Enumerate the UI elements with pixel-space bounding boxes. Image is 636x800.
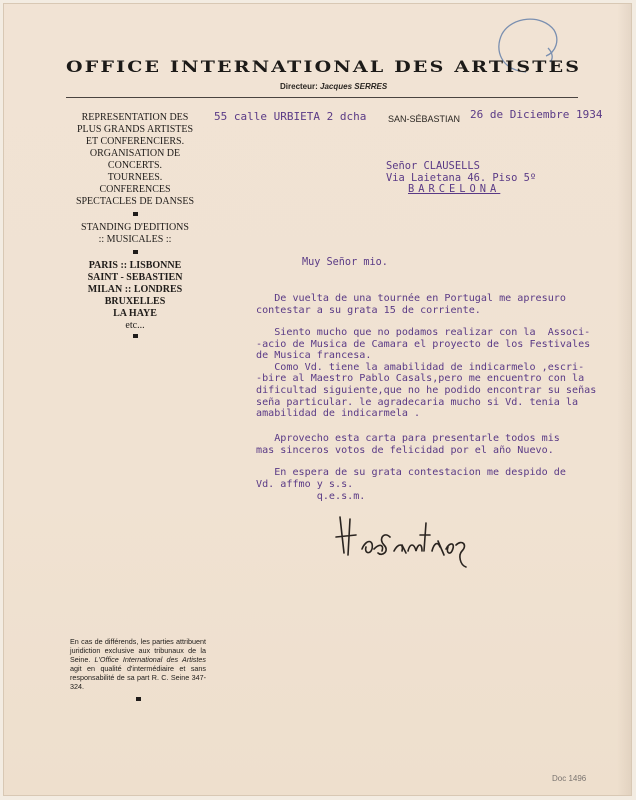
city-line: LA HAYE <box>113 308 157 319</box>
editions-line: :: MUSICALES :: <box>98 234 172 245</box>
footnote-office-name: L'Office International des Artistes <box>94 655 206 664</box>
service-line: CONFERENCES <box>99 184 171 195</box>
letter-greeting: Muy Señor mio. <box>302 257 388 268</box>
editions-block <box>62 222 208 246</box>
sender-address: 55 calle URBIETA 2 dcha <box>214 110 367 123</box>
editions-line: STANDING D'EDITIONS <box>81 222 189 233</box>
recipient-block <box>386 161 536 196</box>
letter-sheet <box>3 3 632 796</box>
service-line: ET CONFERENCIERS. <box>85 136 185 147</box>
letter-paragraph-1: De vuelta de una tournée en Portugal me apresuro contestar a su grata 15 de corriente. <box>256 293 566 316</box>
letter-paragraph-3: Aprovecho esta carta para presentarle todos mis mas sinceros votos de felicidad por el año Nuevo. <box>256 433 560 456</box>
city-line: MILAN :: LONDRES <box>87 284 183 295</box>
city-line: SAINT - SEBASTIEN <box>87 272 183 283</box>
letterhead-title: OFFICE INTERNATIONAL DES ARTISTES <box>66 58 582 77</box>
separator-square <box>133 212 138 216</box>
legal-footnote <box>70 637 206 701</box>
director-label: Directeur: <box>280 82 318 91</box>
service-line: CONCERTS. <box>107 160 163 171</box>
city-line: BRUXELLES <box>104 296 166 307</box>
recipient-street: Via Laietana 46. Piso 5º <box>386 171 537 184</box>
service-line: ORGANISATION DE <box>89 148 181 159</box>
separator-square <box>133 250 138 254</box>
separator-square <box>136 697 141 701</box>
cities-list <box>62 260 208 332</box>
footnote-responsibility: agit en qualité d'intermédiaire et sans responsabilité de sa part R. C. Seine 347-324. <box>70 664 206 691</box>
separator-square <box>133 334 138 338</box>
service-line: TOURNEES. <box>107 172 163 183</box>
services-list <box>62 112 208 208</box>
letter-paragraph-4: En espera de su grata contestacion me despido de Vd. affmo y s.s. <box>256 467 566 490</box>
city-line: PARIS :: LISBONNE <box>88 260 182 271</box>
recipient-city: BARCELONA <box>408 183 501 196</box>
letterhead-sidebar <box>62 112 208 344</box>
recipient-name: Señor CLAUSELLS <box>386 160 480 172</box>
archive-pencil-note: Doc 1496 <box>552 774 587 783</box>
city-etc: etc... <box>125 320 145 331</box>
letterhead-divider <box>66 97 578 98</box>
handwritten-signature <box>334 509 474 569</box>
letter-closing: q.e.s.m. <box>256 491 366 502</box>
service-line: REPRESENTATION DES <box>81 112 189 123</box>
director-name: Jacques SERRES <box>320 82 388 91</box>
service-line: SPECTACLES DE DANSES <box>75 196 195 207</box>
letterhead-director <box>280 82 387 91</box>
letter-date: 26 de Diciembre 1934 <box>470 108 603 121</box>
page-edge-shadow <box>617 4 631 795</box>
letter-paragraph-2: Siento mucho que no podamos realizar con la Associ- -acio de Musica de Camara el proyecto de los Festivales de Musica francesa. Como Vd. tiene la amabilidad de indicarmelo ,escri- -bire al Maestro Pablo Casals,pero me encuentro con la dificultad siguiente,que no he podido encontrar su señas seña particular. le agradecaria mucho si Vd. tenia la amabilidad de indicarmela . <box>256 327 597 420</box>
footnote-jurisdiction: En cas de différends, les parties attribuent juridiction exclusive aux tribunaux de la Seine. <box>70 637 206 664</box>
sender-place: SAN-SÉBASTIAN <box>388 114 461 124</box>
service-line: PLUS GRANDS ARTISTES <box>76 124 194 135</box>
